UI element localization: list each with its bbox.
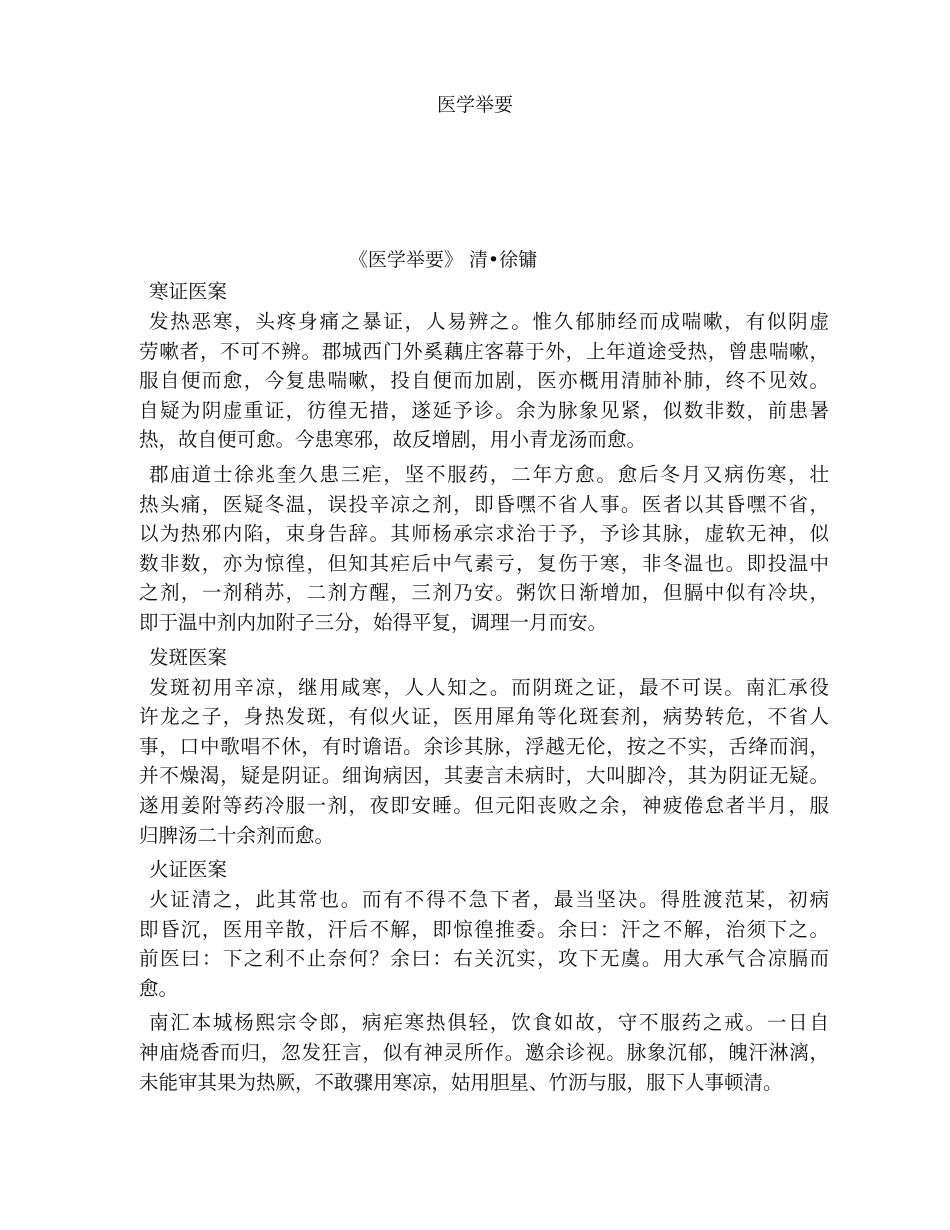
paragraph-line: 并不燥渴，疑是阴证。细询病因，其妻言未病时，大叫脚冷，其为阴证无疑。 [139,764,829,788]
paragraph-line: 遂用姜附等药冷服一剂，夜即安睡。但元阳丧败之余，神疲倦怠者半月，服 [139,793,829,817]
paragraph-line: 愈。 [139,976,179,1000]
section-heading: 发斑医案 [149,645,228,669]
paragraph-line: 以为热邪内陷，束身告辞。其师杨承宗求治于予，予诊其脉，虚软无神，似 [139,522,829,546]
paragraph [139,673,829,851]
paragraph-line: 事，口中歌唱不休，有时谵语。余诊其脉，浮越无伦，按之不实，舌绛而润， [139,734,829,758]
paragraph-line: 之剂，一剂稍苏，二剂方醒，三剂乃安。粥饮日渐增加，但膈中似有冷块， [139,581,829,605]
paragraph-line: 许龙之子，身热发斑，有似火证，医用犀角等化斑套剂，病势转危，不省人 [139,705,829,729]
paragraph [139,460,829,638]
paragraph-line: 郡庙道士徐兆奎久患三疟，坚不服药，二年方愈。愈后冬月又病伤寒，壮 [149,462,829,486]
paragraph-line: 自疑为阴虚重证，彷徨无措，遂延予诊。余为脉象见紧，似数非数，前患暑 [139,398,829,422]
paragraph-line: 热头痛，医疑冬温，误投辛凉之剂，即昏嘿不省人事。医者以其昏嘿不省， [139,492,829,516]
paragraph-line: 南汇本城杨熙宗令郎，病疟寒热俱轻，饮食如故，守不服药之戒。一日自 [149,1011,829,1035]
paragraph-line: 神庙烧香而归，忽发狂言，似有神灵所作。邀余诊视。脉象沉郁，魄汗淋漓， [139,1041,829,1065]
paragraph [139,885,829,1003]
paragraph-line: 前医曰：下之利不止奈何？余曰：右关沉实，攻下无虞。用大承气合凉膈而 [139,947,829,971]
paragraph-line: 火证清之，此其常也。而有不得不急下者，最当坚决。得胜渡范某，初病 [149,888,829,912]
paragraph-line: 归脾汤二十余剂而愈。 [139,823,335,847]
paragraph-line: 发斑初用辛凉，继用咸寒，人人知之。而阴斑之证，最不可误。南汇承役 [149,675,829,699]
page-header-title: 医学举要 [436,94,513,116]
paragraph-line: 即于温中剂内加附子三分，始得平复，调理一月而安。 [139,610,608,634]
paragraph-line: 即昏沉，医用辛散，汗后不解，即惊徨推委。余曰：汗之不解，治须下之。 [139,917,829,941]
section-heading: 火证医案 [149,858,228,882]
paragraph-line: 服自便而愈，今复患喘嗽，投自便而加剧，医亦概用清肺补肺，终不见效。 [139,369,829,393]
document-body [139,277,829,1102]
section-heading: 寒证医案 [149,280,228,303]
paragraph-line: 劳嗽者，不可不辨。郡城西门外奚藕庄客幕于外，上年道途受热，曾患喘嗽， [139,339,829,363]
paragraph-line: 未能审其果为热厥，不敢骤用寒凉，姑用胆星、竹沥与服，服下人事顿清。 [139,1070,783,1094]
document-title: 《医学举要》 清•徐镛 [348,249,538,271]
paragraph-line: 发热恶寒，头疼身痛之暴证，人易辨之。惟久郁肺经而成喘嗽，有似阴虚 [149,310,829,333]
paragraph-line: 数非数，亦为惊徨，但知其疟后中气素亏，复伤于寒，非冬温也。即投温中 [139,551,829,575]
paragraph-line: 热，故自便可愈。今患寒邪，故反增剧，用小青龙汤而愈。 [139,428,647,452]
paragraph [139,307,829,455]
paragraph [139,1008,829,1097]
